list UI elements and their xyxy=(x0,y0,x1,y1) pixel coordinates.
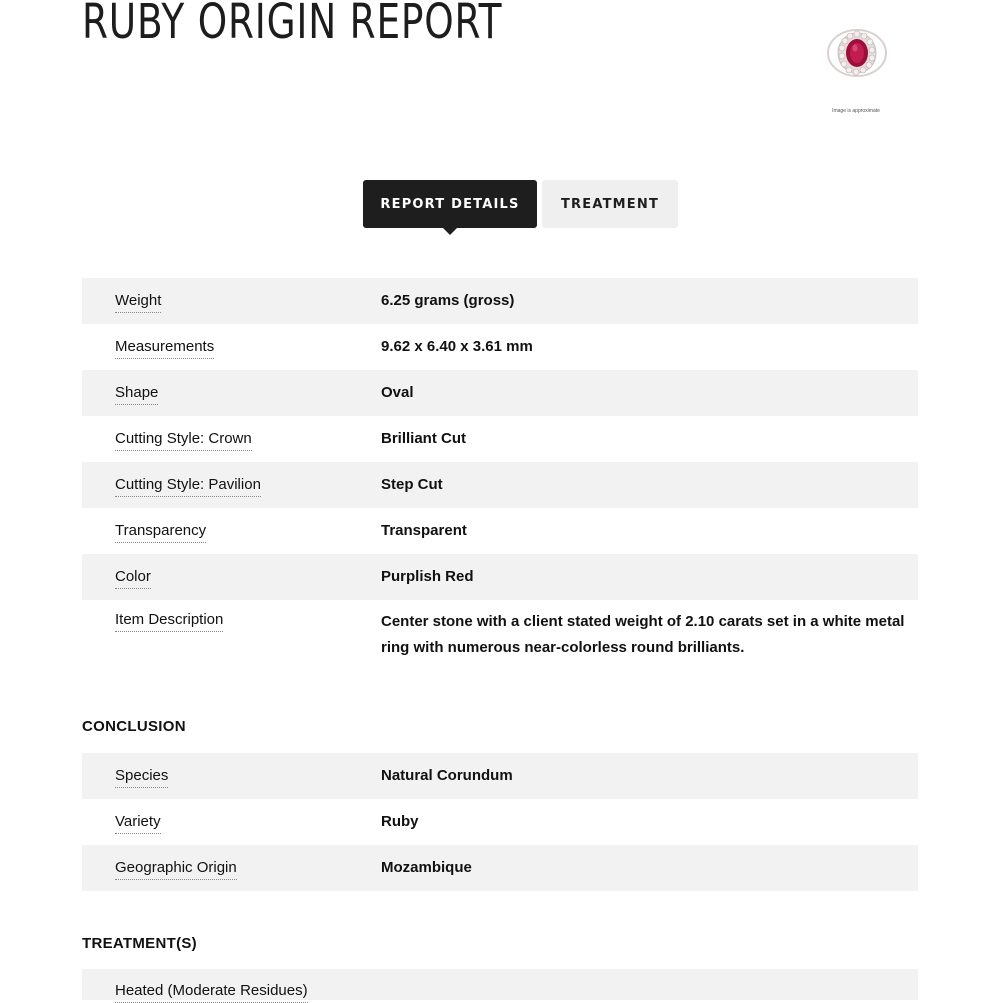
conclusion-heading: CONCLUSION xyxy=(82,718,186,735)
treatments-heading: TREATMENT(S) xyxy=(82,935,197,952)
row-label[interactable]: Transparency xyxy=(115,522,206,543)
row-label[interactable]: Heated (Moderate Residues) xyxy=(115,982,308,1003)
conclusion-table xyxy=(82,753,918,891)
tab-report-details[interactable]: REPORT DETAILS xyxy=(363,180,537,228)
row-label[interactable]: Cutting Style: Crown xyxy=(115,430,252,451)
row-value: 9.62 x 6.40 x 3.61 mm xyxy=(381,338,533,355)
ruby-ring-image xyxy=(826,28,888,78)
row-label[interactable]: Weight xyxy=(115,292,161,313)
table-row xyxy=(82,554,918,600)
row-label[interactable]: Shape xyxy=(115,384,158,405)
report-tabs xyxy=(363,180,678,228)
table-row xyxy=(82,845,918,891)
row-label[interactable]: Item Description xyxy=(115,611,223,632)
row-label[interactable]: Variety xyxy=(115,813,161,834)
table-row xyxy=(82,799,918,845)
row-value: Center stone with a client stated weight of 2.10 carats set in a white metal ring with numerous near-colorless round brilliants. xyxy=(381,613,905,656)
table-row xyxy=(82,278,918,324)
row-value: Transparent xyxy=(381,522,467,539)
page-title: RUBY ORIGIN REPORT xyxy=(82,0,503,50)
table-row xyxy=(82,969,918,1000)
tab-treatment[interactable]: TREATMENT xyxy=(542,180,678,228)
row-value: Brilliant Cut xyxy=(381,430,466,447)
row-value: Mozambique xyxy=(381,859,472,876)
table-row xyxy=(82,600,918,690)
row-value: Natural Corundum xyxy=(381,767,513,784)
row-value: Ruby xyxy=(381,813,419,830)
table-row xyxy=(82,324,918,370)
row-label[interactable]: Color xyxy=(115,568,151,589)
table-row xyxy=(82,416,918,462)
table-row xyxy=(82,508,918,554)
row-value: Purplish Red xyxy=(381,568,474,585)
table-row xyxy=(82,753,918,799)
image-caption: Image is approximate xyxy=(832,108,880,114)
row-label[interactable]: Cutting Style: Pavilion xyxy=(115,476,261,497)
row-label[interactable]: Measurements xyxy=(115,338,214,359)
row-label[interactable]: Species xyxy=(115,767,168,788)
row-value: Step Cut xyxy=(381,476,443,493)
table-row xyxy=(82,370,918,416)
treatments-table xyxy=(82,969,918,1000)
row-value: Oval xyxy=(381,384,414,401)
report-details-table xyxy=(82,278,918,690)
table-row xyxy=(82,462,918,508)
row-label[interactable]: Geographic Origin xyxy=(115,859,237,880)
row-value: 6.25 grams (gross) xyxy=(381,292,515,309)
